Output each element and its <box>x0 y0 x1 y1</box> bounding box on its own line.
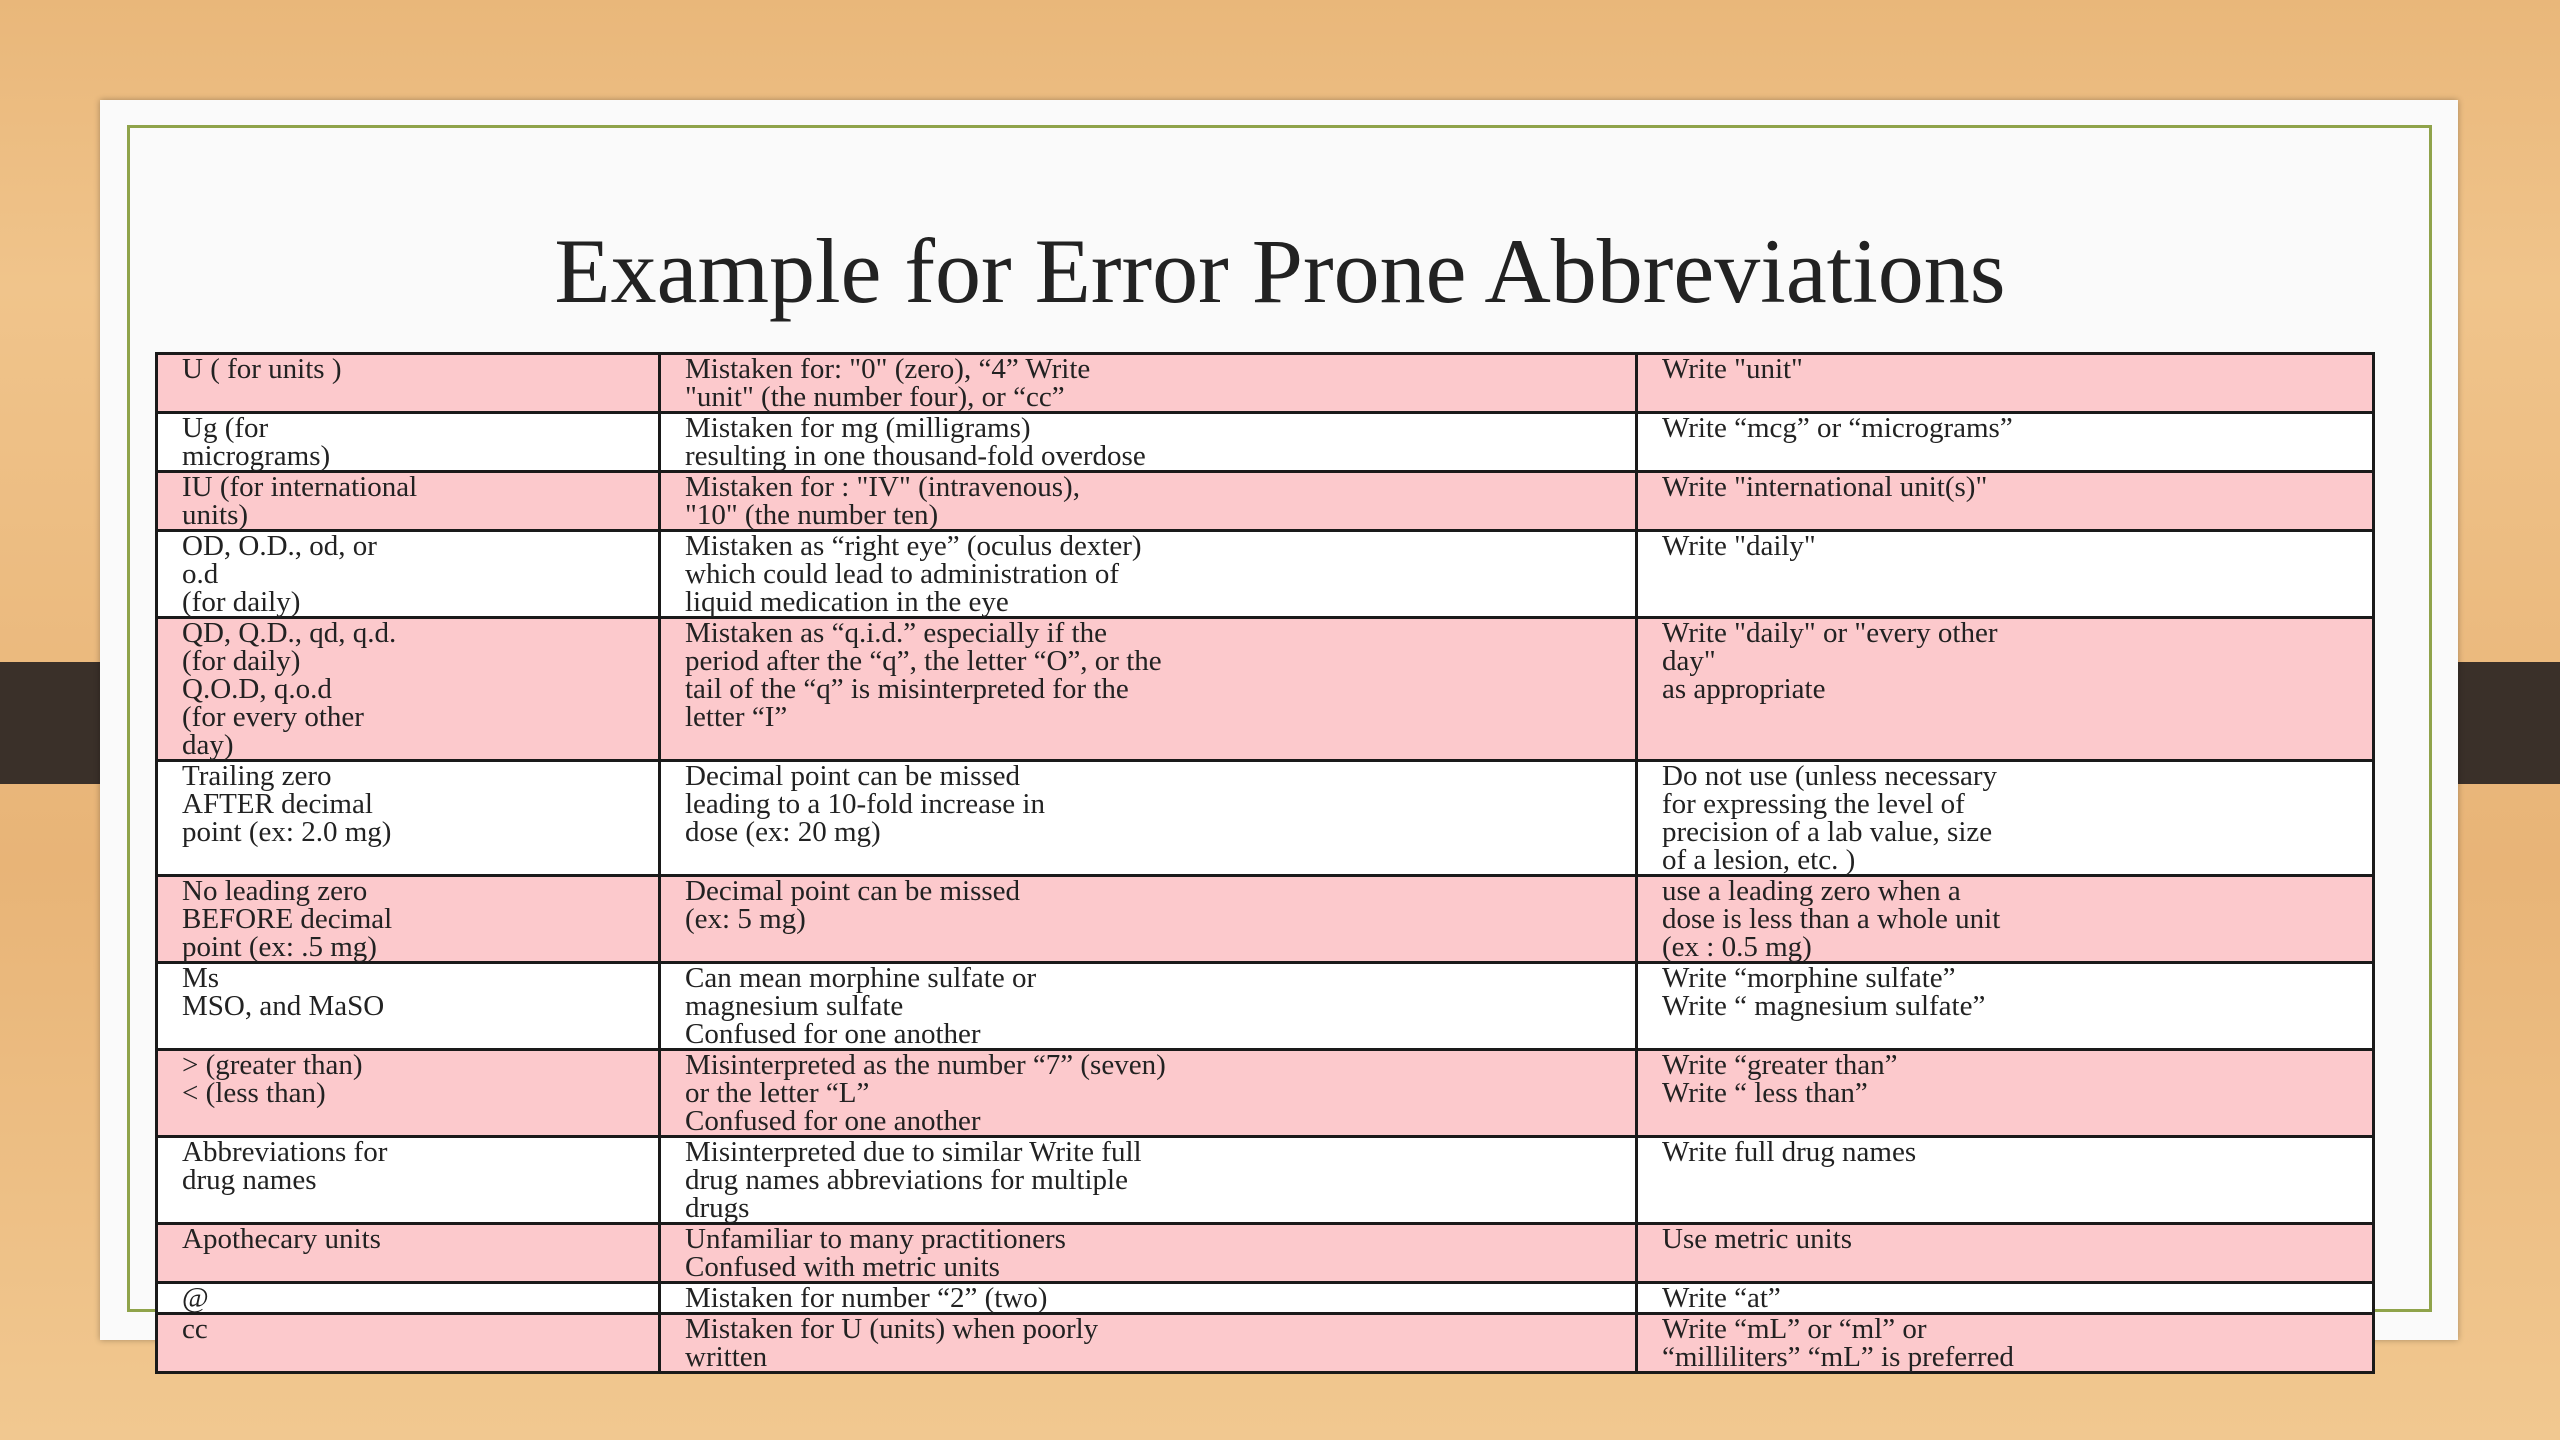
preferred-term-cell: Use metric units <box>1637 1224 2374 1283</box>
table-row <box>157 963 2374 1050</box>
abbreviation-cell: U ( for units ) <box>157 354 660 413</box>
preferred-term-cell: Write "daily" or "every other day" as appropriate <box>1637 618 2374 761</box>
preferred-term-cell: Write "daily" <box>1637 531 2374 618</box>
table-row <box>157 761 2374 876</box>
table-row <box>157 1283 2374 1314</box>
preferred-term-cell: Write full drug names <box>1637 1137 2374 1224</box>
abbreviations-table <box>155 352 2375 1374</box>
table-row <box>157 1137 2374 1224</box>
table-row <box>157 472 2374 531</box>
potential-problem-cell: Misinterpreted as the number “7” (seven) or the letter “L” Confused for one another <box>660 1050 1637 1137</box>
abbreviation-cell: IU (for international units) <box>157 472 660 531</box>
preferred-term-cell: Write “greater than” Write “ less than” <box>1637 1050 2374 1137</box>
abbreviation-cell: Trailing zero AFTER decimal point (ex: 2.0 mg) <box>157 761 660 876</box>
preferred-term-cell: Write "international unit(s)" <box>1637 472 2374 531</box>
potential-problem-cell: Decimal point can be missed leading to a 10-fold increase in dose (ex: 20 mg) <box>660 761 1637 876</box>
table-row <box>157 1224 2374 1283</box>
abbreviation-cell: Ms MSO, and MaSO <box>157 963 660 1050</box>
table-row <box>157 354 2374 413</box>
abbreviation-cell: @ <box>157 1283 660 1314</box>
preferred-term-cell: Write “mL” or “ml” or “milliliters” “mL” is preferred <box>1637 1314 2374 1373</box>
potential-problem-cell: Mistaken for : "IV" (intravenous), "10" (the number ten) <box>660 472 1637 531</box>
abbreviation-cell: > (greater than) < (less than) <box>157 1050 660 1137</box>
potential-problem-cell: Mistaken as “right eye” (oculus dexter) which could lead to administration of liquid medication in the eye <box>660 531 1637 618</box>
potential-problem-cell: Misinterpreted due to similar Write full drug names abbreviations for multiple drugs <box>660 1137 1637 1224</box>
potential-problem-cell: Mistaken for number “2” (two) <box>660 1283 1637 1314</box>
preferred-term-cell: Write “at” <box>1637 1283 2374 1314</box>
preferred-term-cell: Write "unit" <box>1637 354 2374 413</box>
abbreviation-cell: OD, O.D., od, or o.d (for daily) <box>157 531 660 618</box>
potential-problem-cell: Mistaken as “q.i.d.” especially if the period after the “q”, the letter “O”, or the tail of the “q” is misinterpreted for the letter “I” <box>660 618 1637 761</box>
abbreviation-cell: Apothecary units <box>157 1224 660 1283</box>
abbreviation-cell: cc <box>157 1314 660 1373</box>
abbreviation-cell: QD, Q.D., qd, q.d. (for daily) Q.O.D, q.o.d (for every other day) <box>157 618 660 761</box>
table-row <box>157 618 2374 761</box>
abbreviation-cell: Abbreviations for drug names <box>157 1137 660 1224</box>
table-row <box>157 413 2374 472</box>
preferred-term-cell: Write “mcg” or “micrograms” <box>1637 413 2374 472</box>
potential-problem-cell: Mistaken for U (units) when poorly written <box>660 1314 1637 1373</box>
potential-problem-cell: Mistaken for: "0" (zero), “4” Write "unit" (the number four), or “cc” <box>660 354 1637 413</box>
abbreviation-cell: No leading zero BEFORE decimal point (ex: .5 mg) <box>157 876 660 963</box>
table-row <box>157 1314 2374 1373</box>
abbreviation-cell: Ug (for micrograms) <box>157 413 660 472</box>
potential-problem-cell: Can mean morphine sulfate or magnesium sulfate Confused for one another <box>660 963 1637 1050</box>
table-row <box>157 876 2374 963</box>
potential-problem-cell: Decimal point can be missed (ex: 5 mg) <box>660 876 1637 963</box>
preferred-term-cell: Write “morphine sulfate” Write “ magnesium sulfate” <box>1637 963 2374 1050</box>
preferred-term-cell: use a leading zero when a dose is less than a whole unit (ex : 0.5 mg) <box>1637 876 2374 963</box>
preferred-term-cell: Do not use (unless necessary for expressing the level of precision of a lab value, size of a lesion, etc. ) <box>1637 761 2374 876</box>
table-row <box>157 531 2374 618</box>
potential-problem-cell: Mistaken for mg (milligrams) resulting in one thousand-fold overdose <box>660 413 1637 472</box>
potential-problem-cell: Unfamiliar to many practitioners Confused with metric units <box>660 1224 1637 1283</box>
slide-title: Example for Error Prone Abbreviations <box>554 220 2006 322</box>
table-row <box>157 1050 2374 1137</box>
